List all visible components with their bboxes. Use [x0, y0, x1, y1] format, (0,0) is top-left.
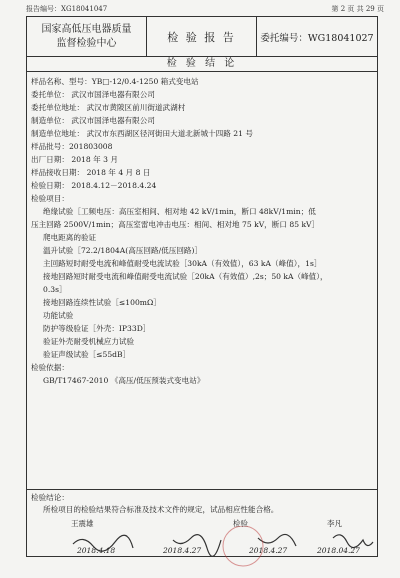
date-1: 2018.4.18 — [77, 546, 116, 555]
test-item: 绝缘试验［工频电压：高压室相间、相对地 42 kV/1min，断口 48kV/1min；低 — [43, 207, 316, 216]
entrust-number: 委托编号：WG18041027 — [260, 32, 374, 44]
report-frame — [26, 16, 378, 557]
field-client-address: 委托单位地址： 武汉市黄陂区前川街道武湖村 — [31, 103, 186, 112]
conclusion-block — [27, 489, 377, 555]
field-batch-no: 样品批号：201803008 — [31, 142, 113, 151]
test-item: 接地回路连续性试验［≤100mΩ］ — [43, 298, 161, 307]
date-4: 2018.04.27 — [317, 546, 360, 555]
field-test-date: 检验日期： 2018.4.12－2018.4.24 — [31, 181, 157, 190]
date-2: 2018.4.27 — [163, 546, 202, 555]
test-item: 验证外壳耐受机械应力试验 — [43, 337, 135, 346]
test-item: 验证声级试验［≤55dB］ — [43, 350, 131, 359]
conclusion-label: 检验结论： — [31, 493, 69, 502]
org-name-line1: 国家高低压电器质量 — [41, 23, 132, 35]
report-type: 检 验 报 告 — [147, 17, 257, 56]
org-name — [27, 17, 147, 56]
field-production-date: 出厂日期： 2018 年 3 月 — [31, 155, 118, 164]
title-bar — [27, 17, 377, 57]
field-client: 委托单位： 武汉市国泽电器有限公司 — [31, 90, 155, 99]
test-item: 爬电距离的验证 — [43, 233, 97, 242]
conclusion-text: 所检项目的检验结果符合标准及技术文件的规定，试品相应性能合格。 — [43, 505, 279, 514]
basis-label: 检验依据： — [31, 363, 69, 372]
test-item: 0.3s］ — [43, 285, 67, 294]
test-item: 接地回路短时耐受电流和峰值耐受电流试验［20kA（有效值）,2s；50 kA（峰值）， — [43, 272, 328, 281]
field-test-items: 检验项目： — [31, 194, 69, 203]
report-number: 报告编号：XG18041047 — [26, 5, 108, 13]
field-sample-name: 样品名称、型号：YB□-12/0.4-1250 箱式变电站 — [31, 77, 199, 86]
checker-label: 检验 — [233, 519, 248, 528]
basis-standard: GB/T17467-2010 《高压/低压预装式变电站》 — [43, 376, 205, 385]
page-number: 第 2 页 共 29 页 — [331, 5, 384, 13]
date-3: 2018.4.27 — [249, 546, 288, 555]
section-title: 检 验 结 论 — [27, 56, 377, 72]
org-name-line2: 监督检验中心 — [56, 37, 117, 49]
test-item: 压主回路 2500V/1min；高压室雷电冲击电压：相间、相对地 75 kV，断口 85 kV］ — [31, 220, 320, 229]
signature-stroke — [258, 534, 296, 546]
test-item: 主回路短时耐受电流和峰值耐受电流试验［30kA（有效值），63 kA（峰值），1s］ — [43, 259, 322, 268]
field-manufacturer-address: 制造单位地址： 武汉市东西湖区径河街田大道北新城十四路 21 号 — [31, 129, 253, 138]
test-item: 防护等级验证［外壳：IP33D］ — [43, 324, 151, 333]
tester-name: 王震雄 — [71, 519, 94, 528]
field-received-date: 样品接收日期： 2018 年 4 月 8 日 — [31, 168, 151, 177]
test-item: 温升试验［72.2/1804A(高压回路/低压回路)］ — [43, 246, 203, 255]
field-manufacturer: 制造单位： 武汉市国泽电器有限公司 — [31, 116, 155, 125]
approver-name: 李凡 — [327, 519, 342, 528]
test-item: 功能试验 — [43, 311, 74, 320]
